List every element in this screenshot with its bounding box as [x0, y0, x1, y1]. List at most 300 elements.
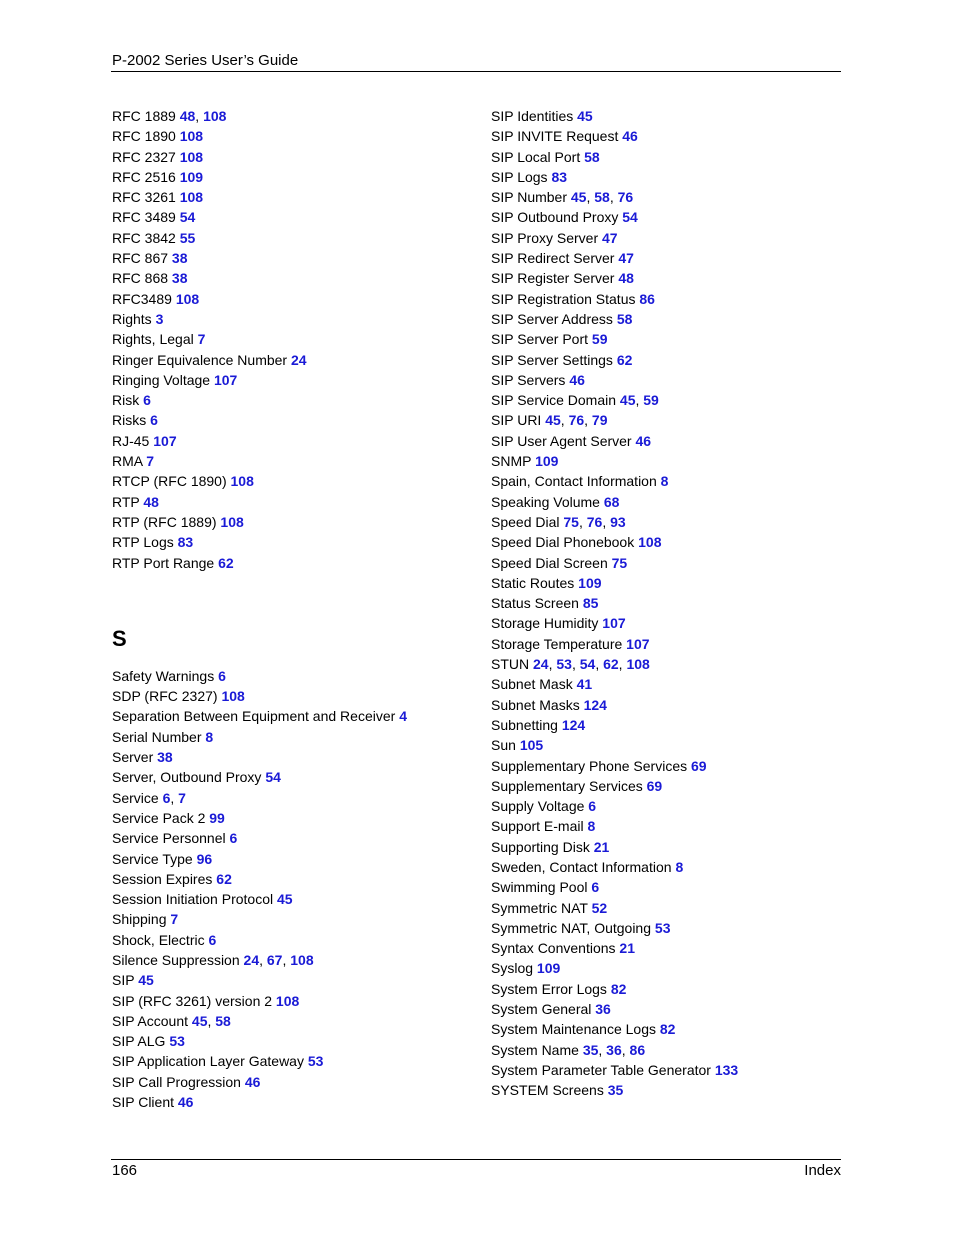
page-reference-link[interactable]: 6 — [162, 789, 171, 806]
page-reference-link[interactable]: 58 — [616, 310, 633, 327]
page-reference-link[interactable]: 59 — [643, 392, 659, 409]
page-reference-link[interactable]: 53 — [307, 1053, 324, 1070]
index-term: Supporting Disk — [491, 838, 590, 855]
page-reference-link[interactable]: 124 — [561, 716, 586, 733]
index-entry — [112, 433, 472, 453]
page-reference-link[interactable]: 53 — [169, 1033, 185, 1050]
index-term: SIP Call Progression — [112, 1073, 241, 1090]
index-term: SIP Service Domain — [491, 392, 617, 409]
index-term: Symmetric NAT — [491, 899, 588, 916]
page-reference-link[interactable]: 108 — [290, 951, 314, 968]
page-reference-link[interactable]: 108 — [230, 473, 254, 490]
index-entry — [112, 1053, 472, 1073]
page-reference-link[interactable]: 109 — [578, 574, 602, 591]
index-entry — [112, 514, 472, 534]
index-term: RMA — [112, 453, 143, 470]
index-term: STUN — [491, 656, 530, 673]
index-entry — [491, 595, 841, 615]
page-reference-link[interactable]: 75 — [563, 513, 579, 530]
page-reference-link[interactable]: 6 — [229, 830, 238, 847]
index-group-s — [112, 668, 472, 1115]
page-reference-link[interactable]: 3 — [155, 310, 164, 327]
page-reference-link[interactable]: 82 — [659, 1021, 676, 1038]
index-term: Risks — [112, 412, 147, 429]
page-reference-link[interactable]: 68 — [603, 493, 620, 510]
index-term: SNMP — [491, 453, 532, 470]
page-reference-link[interactable]: 75 — [611, 554, 628, 571]
page-reference-link[interactable]: 47 — [618, 250, 634, 267]
index-term: Sun — [491, 737, 516, 754]
index-column-left — [112, 108, 472, 1114]
index-term: RFC 3842 — [112, 229, 176, 246]
index-term: SIP Number — [491, 189, 567, 206]
page-reference-link[interactable]: 45 — [619, 392, 636, 409]
index-term: SIP URI — [491, 412, 542, 429]
index-entry — [491, 879, 841, 899]
page-reference-link[interactable]: 7 — [178, 789, 186, 806]
index-entry — [491, 900, 841, 920]
index-entry — [491, 1082, 841, 1102]
index-entry — [491, 859, 841, 879]
page-reference-link[interactable]: 108 — [220, 513, 244, 530]
index-term: RFC 3489 — [112, 209, 176, 226]
index-term: Supplementary Phone Services — [491, 757, 688, 774]
page-reference-link[interactable]: 86 — [629, 1041, 646, 1058]
index-entry — [491, 575, 841, 595]
index-term: Storage Temperature — [491, 635, 623, 652]
index-entry — [112, 250, 472, 270]
page-reference-link[interactable]: 109 — [535, 453, 559, 470]
page-reference-link[interactable]: 76 — [617, 189, 634, 206]
index-entry — [112, 810, 472, 830]
index-term: Storage Humidity — [491, 615, 599, 632]
index-entry — [112, 473, 472, 493]
index-entry — [491, 676, 841, 696]
page-reference-link[interactable]: 24 — [290, 351, 307, 368]
index-term: RFC3489 — [112, 290, 172, 307]
index-term: SIP Server Port — [491, 331, 589, 348]
index-entry — [112, 972, 472, 992]
index-entry — [112, 311, 472, 331]
index-entry — [491, 230, 841, 250]
page-reference-link[interactable]: 105 — [519, 737, 544, 754]
page-reference-link[interactable]: 93 — [610, 513, 626, 530]
index-term: Service Type — [112, 850, 193, 867]
page-reference-link[interactable]: 7 — [197, 331, 206, 348]
index-entry — [112, 749, 472, 769]
page-reference-link[interactable]: 52 — [591, 899, 608, 916]
index-entry — [491, 798, 841, 818]
page-reference-link[interactable]: 41 — [576, 676, 593, 693]
index-entry — [112, 230, 472, 250]
index-entry: Silence Suppression 24, 67, 108 — [112, 951, 314, 968]
page-reference-link[interactable]: 46 — [569, 371, 585, 388]
page-reference-link[interactable]: 62 — [218, 554, 234, 571]
page-reference-link[interactable]: 4 — [399, 708, 407, 725]
index-term: Shipping — [112, 911, 167, 928]
page-reference-link[interactable]: 107 — [602, 615, 626, 632]
page-reference-link[interactable]: 36 — [606, 1041, 622, 1058]
index-term: RFC 867 — [112, 250, 169, 267]
index-entry — [112, 1074, 472, 1094]
page-reference-link[interactable]: 6 — [588, 798, 597, 815]
index-term: RFC 3261 — [112, 189, 176, 206]
index-entry: SIP Service Domain 45, 59 — [491, 392, 659, 409]
page-reference-link[interactable]: 38 — [171, 250, 188, 267]
page-reference-link[interactable]: 58 — [584, 148, 600, 165]
page-reference-link[interactable]: 7 — [146, 453, 155, 470]
index-entry — [112, 494, 472, 514]
index-entry — [112, 555, 472, 575]
index-entry — [112, 372, 472, 392]
footer-section-name: Index — [804, 1162, 841, 1179]
index-entry: Speed Dial 75, 76, 93 — [491, 513, 626, 530]
page-reference-link[interactable]: 6 — [143, 392, 151, 409]
page-reference-link[interactable]: 69 — [691, 757, 707, 774]
index-entry — [491, 128, 841, 148]
page-reference-link[interactable]: 54 — [265, 769, 281, 786]
page-reference-link[interactable]: 6 — [208, 931, 217, 948]
page-reference-link[interactable]: 53 — [556, 656, 572, 673]
index-term: Session Initiation Protocol — [112, 891, 274, 908]
page-reference-link[interactable]: 8 — [587, 818, 596, 835]
page-reference-link[interactable]: 45 — [570, 189, 587, 206]
index-entry — [112, 189, 472, 209]
page-reference-link[interactable]: 85 — [582, 595, 599, 612]
index-term: RTP (RFC 1889) — [112, 513, 217, 530]
page-reference-link[interactable]: 35 — [607, 1082, 624, 1099]
index-entry — [112, 412, 472, 432]
index-term: Speed Dial — [491, 513, 560, 530]
index-term: SIP Application Layer Gateway — [112, 1053, 304, 1070]
index-term: Status Screen — [491, 595, 579, 612]
index-term: System Parameter Table Generator — [491, 1061, 711, 1078]
index-term: Safety Warnings — [112, 667, 215, 684]
index-term: RFC 2327 — [112, 148, 176, 165]
index-term: SIP Logs — [491, 168, 548, 185]
index-entry — [112, 1094, 472, 1114]
index-term: Sweden, Contact Information — [491, 858, 672, 875]
page-reference-link[interactable]: 108 — [626, 656, 650, 673]
index-entry — [112, 453, 472, 473]
index-entry — [491, 209, 841, 229]
index-entry: System Name 35, 36, 86 — [491, 1041, 646, 1058]
page-reference-link[interactable]: 108 — [638, 534, 662, 551]
index-term: SIP Redirect Server — [491, 250, 615, 267]
index-entry — [491, 920, 841, 940]
index-entry: STUN 24, 53, 54, 62, 108 — [491, 656, 650, 673]
page-reference-link[interactable]: 133 — [714, 1061, 739, 1078]
page-reference-link[interactable]: 6 — [218, 667, 226, 684]
page-reference-link[interactable]: 46 — [244, 1073, 261, 1090]
page-reference-link[interactable]: 53 — [654, 919, 671, 936]
page-reference-link[interactable]: 99 — [209, 809, 225, 826]
index-entry — [491, 433, 841, 453]
page-reference-link[interactable]: 46 — [622, 128, 638, 145]
index-entry — [112, 169, 472, 189]
index-entry — [491, 940, 841, 960]
index-term: RFC 1890 — [112, 128, 176, 145]
index-entry — [112, 149, 472, 169]
index-entry — [491, 960, 841, 980]
page-reference-link[interactable]: 47 — [602, 229, 618, 246]
page-reference-link[interactable]: 67 — [266, 951, 283, 968]
index-term: Speed Dial Phonebook — [491, 534, 635, 551]
index-entry — [112, 270, 472, 290]
page-reference-link[interactable]: 46 — [177, 1094, 194, 1111]
index-entry — [112, 1033, 472, 1053]
index-term: SIP Outbound Proxy — [491, 209, 619, 226]
index-term: Ringing Voltage — [112, 371, 211, 388]
index-term: Syslog — [491, 960, 534, 977]
index-entry — [491, 331, 841, 351]
page-reference-link[interactable]: 48 — [179, 108, 196, 124]
index-entry — [112, 891, 472, 911]
page-reference-link[interactable]: 83 — [551, 168, 568, 185]
index-entry — [491, 291, 841, 311]
page-reference-link[interactable]: 55 — [179, 229, 196, 246]
index-term: Rights — [112, 310, 152, 327]
page-reference-link[interactable]: 46 — [635, 432, 652, 449]
index-term: SIP INVITE Request — [491, 128, 619, 145]
index-term: Shock, Electric — [112, 931, 205, 948]
index-term: SIP Account — [112, 1012, 189, 1029]
page-reference-link[interactable]: 45 — [545, 412, 561, 429]
page-reference-link[interactable]: 21 — [619, 940, 635, 957]
index-term: RFC 2516 — [112, 168, 176, 185]
index-entry — [491, 737, 841, 757]
page-reference-link[interactable]: 109 — [536, 960, 561, 977]
page-reference-link[interactable]: 79 — [591, 412, 608, 429]
index-entry — [112, 128, 472, 148]
page-reference-link[interactable]: 24 — [533, 656, 549, 673]
page-reference-link[interactable]: 62 — [603, 656, 619, 673]
page-reference-link[interactable]: 45 — [276, 891, 293, 908]
index-term: Service — [112, 789, 159, 806]
index-entry — [491, 1062, 841, 1082]
index-term: RJ-45 — [112, 432, 150, 449]
index-term: SIP (RFC 3261) version 2 — [112, 992, 273, 1009]
index-term: Swimming Pool — [491, 879, 588, 896]
index-term: SDP (RFC 2327) — [112, 688, 218, 705]
index-term: Subnet Mask — [491, 676, 573, 693]
footer-rule — [111, 1159, 841, 1160]
index-entry — [491, 1021, 841, 1041]
index-term: Service Pack 2 — [112, 809, 206, 826]
index-entry: RFC 1889 48, 108 — [112, 108, 227, 124]
index-term: Rights, Legal — [112, 331, 194, 348]
index-term: SIP Servers — [491, 371, 566, 388]
index-entry — [112, 209, 472, 229]
index-term: SIP Server Address — [491, 310, 613, 327]
page-reference-link[interactable]: 59 — [591, 331, 608, 348]
page-reference-link[interactable]: 96 — [196, 850, 213, 867]
index-entry — [491, 697, 841, 717]
index-term: Subnetting — [491, 716, 558, 733]
index-term: SIP User Agent Server — [491, 432, 632, 449]
index-entry — [112, 932, 472, 952]
page-reference-link[interactable]: 108 — [221, 688, 245, 705]
index-entry — [491, 758, 841, 778]
page-reference-link[interactable]: 35 — [582, 1041, 599, 1058]
page-reference-link[interactable]: 124 — [583, 696, 607, 713]
section-letter-heading: S — [112, 625, 127, 651]
index-entry — [491, 250, 841, 270]
page-reference-link[interactable]: 107 — [153, 432, 177, 449]
index-term: Session Expires — [112, 870, 213, 887]
page-reference-link[interactable]: 45 — [577, 108, 593, 124]
index-term: Subnet Masks — [491, 696, 580, 713]
page-reference-link[interactable]: 48 — [143, 493, 159, 510]
index-term: Supplementary Services — [491, 777, 643, 794]
page-reference-link[interactable]: 76 — [586, 513, 603, 530]
page-reference-link[interactable]: 107 — [213, 371, 238, 388]
index-entry — [112, 688, 472, 708]
index-term: System Maintenance Logs — [491, 1021, 656, 1038]
index-entry — [491, 778, 841, 798]
index-entry — [491, 311, 841, 331]
index-entry — [112, 668, 472, 688]
index-term: RTP — [112, 493, 140, 510]
index-entry — [491, 717, 841, 737]
index-group-s-continued — [491, 108, 841, 1103]
footer-page-number: 166 — [112, 1162, 138, 1179]
index-term: Spain, Contact Information — [491, 473, 657, 490]
index-term: SIP ALG — [112, 1033, 166, 1050]
index-term: Service Personnel — [112, 830, 226, 847]
page-reference-link[interactable]: 86 — [639, 290, 655, 307]
index-entry — [112, 729, 472, 749]
index-entry — [491, 494, 841, 514]
page-reference-link[interactable]: 45 — [138, 972, 154, 989]
index-entry — [112, 392, 472, 412]
page-reference-link[interactable]: 82 — [610, 980, 627, 997]
index-entry: Service 6, 7 — [112, 789, 186, 806]
page-reference-link[interactable]: 54 — [622, 209, 638, 226]
index-term: SIP Proxy Server — [491, 229, 599, 246]
page-reference-link[interactable]: 108 — [275, 992, 300, 1009]
page-reference-link[interactable]: 108 — [175, 290, 200, 307]
index-term: Speaking Volume — [491, 493, 600, 510]
index-entry — [112, 769, 472, 789]
index-term: System Name — [491, 1041, 579, 1058]
page-reference-link[interactable]: 108 — [179, 128, 204, 145]
index-term: RTCP (RFC 1890) — [112, 473, 227, 490]
page-reference-link[interactable]: 48 — [618, 270, 634, 287]
index-entry — [491, 1001, 841, 1021]
index-entry — [491, 270, 841, 290]
index-term: Serial Number — [112, 728, 202, 745]
index-entry — [491, 555, 841, 575]
index-term: Separation Between Equipment and Receiver — [112, 708, 396, 725]
index-entry — [491, 615, 841, 635]
index-term: SIP Registration Status — [491, 290, 636, 307]
index-entry — [491, 352, 841, 372]
index-group-r — [112, 108, 472, 575]
page-reference-link[interactable]: 62 — [216, 870, 232, 887]
index-term: SIP Register Server — [491, 270, 615, 287]
page-reference-link[interactable]: 108 — [179, 189, 204, 206]
page-reference-link[interactable]: 7 — [170, 911, 179, 928]
index-entry — [112, 911, 472, 931]
index-term: System General — [491, 1001, 592, 1018]
index-term: Server, Outbound Proxy — [112, 769, 262, 786]
page-reference-link[interactable]: 54 — [579, 656, 596, 673]
page-reference-link[interactable]: 21 — [593, 838, 610, 855]
page-reference-link[interactable]: 24 — [243, 951, 260, 968]
index-entry — [112, 993, 472, 1013]
index-term: SYSTEM Screens — [491, 1082, 604, 1099]
index-term: Risk — [112, 392, 140, 409]
page-reference-link[interactable]: 107 — [626, 635, 650, 652]
index-term: SIP Identities — [491, 108, 574, 124]
index-entry — [491, 372, 841, 392]
page-reference-link[interactable]: 54 — [179, 209, 196, 226]
page-header-title: P-2002 Series User’s Guide — [112, 52, 299, 69]
index-term: RFC 868 — [112, 270, 169, 287]
index-entry — [112, 871, 472, 891]
index-entry: SIP Number 45, 58, 76 — [491, 189, 634, 206]
index-term: Symmetric NAT, Outgoing — [491, 919, 652, 936]
index-entry — [491, 169, 841, 189]
index-entry — [491, 981, 841, 1001]
index-term: Ringer Equivalence Number — [112, 351, 288, 368]
index-term: SIP Server Settings — [491, 351, 613, 368]
index-entry — [112, 534, 472, 554]
page-reference-link[interactable]: 76 — [568, 412, 585, 429]
page-reference-link[interactable]: 36 — [595, 1001, 611, 1018]
page-reference-link[interactable]: 62 — [616, 351, 633, 368]
index-entry — [491, 818, 841, 838]
page-reference-link[interactable]: 6 — [591, 879, 600, 896]
index-term: Support E-mail — [491, 818, 584, 835]
index-entry — [491, 839, 841, 859]
index-entry: SIP URI 45, 76, 79 — [491, 412, 608, 429]
index-entry — [112, 291, 472, 311]
index-entry — [491, 108, 841, 128]
page-reference-link[interactable]: 108 — [179, 148, 204, 165]
page-reference-link[interactable]: 38 — [157, 749, 173, 766]
index-term: RTP Logs — [112, 534, 174, 551]
index-entry: SIP Account 45, 58 — [112, 1012, 231, 1029]
index-term: Static Routes — [491, 574, 575, 591]
index-entry — [112, 352, 472, 372]
page-reference-link[interactable]: 38 — [171, 270, 188, 287]
page-reference-link[interactable]: 8 — [205, 728, 214, 745]
page-reference-link[interactable]: 109 — [179, 168, 204, 185]
page-reference-link[interactable]: 108 — [203, 108, 227, 124]
index-entry — [112, 851, 472, 871]
page-reference-link[interactable]: 58 — [215, 1012, 231, 1029]
index-term: SIP Client — [112, 1094, 174, 1111]
page-reference-link[interactable]: 69 — [646, 777, 663, 794]
index-term: SIP Local Port — [491, 148, 581, 165]
index-term: Supply Voltage — [491, 798, 585, 815]
page-reference-link[interactable]: 58 — [594, 189, 610, 206]
index-term: Speed Dial Screen — [491, 554, 608, 571]
index-entry — [491, 636, 841, 656]
page-reference-link[interactable]: 45 — [191, 1012, 208, 1029]
index-entry — [112, 830, 472, 850]
index-entry — [491, 473, 841, 493]
index-entry — [491, 453, 841, 473]
page-reference-link[interactable]: 8 — [675, 858, 684, 875]
index-term: RFC 1889 — [112, 108, 176, 124]
index-entry — [112, 708, 472, 728]
page-reference-link[interactable]: 6 — [150, 412, 158, 429]
page-reference-link[interactable]: 83 — [177, 534, 194, 551]
page-reference-link[interactable]: 8 — [660, 473, 669, 490]
